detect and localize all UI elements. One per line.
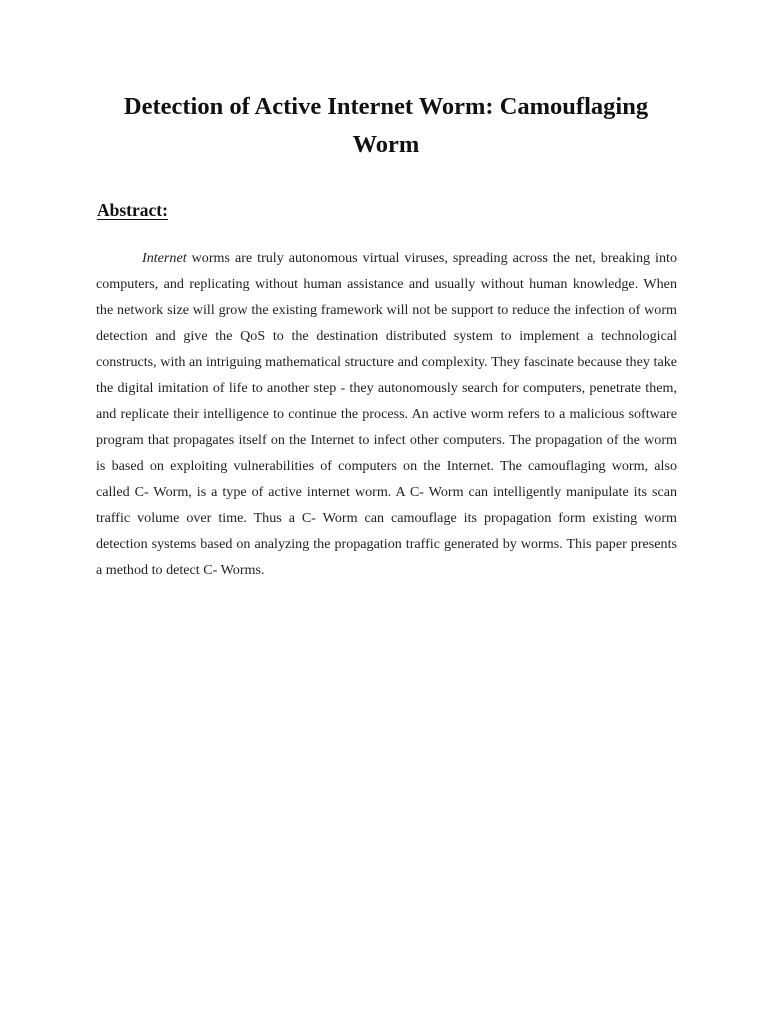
paper-title: Detection of Active Internet Worm: Camouflaging Worm: [123, 93, 649, 158]
abstract-text: worms are truly autonomous virtual viruses, spreading across the net, breaking into computers, and replicating without human assistance and usually without human knowledge. When the network size will grow the existing framework will not be support to reduce the infection of worm detection and give the QoS to the destination distributed system to implement a technological constructs, with an intriguing mathematical structure and complexity. They fascinate because they take the digital imitation of life to another step - they autonomously search for computers, penetrate them, and replicate their intelligence to continue the process. An active worm refers to a malicious software program that propagates itself on the Internet to infect other computers. The propagation of the worm is based on exploiting vulnerabilities of computers on the Internet. The camouflaging worm, also called C- Worm, is a type of active internet worm. A C- Worm can intelligently manipulate its scan traffic volume over time. Thus a C- Worm can camouflage its propagation form existing worm detection systems based on analyzing the propagation traffic generated by worms. This paper presents a method to detect C- Worms.: [96, 250, 677, 578]
abstract-heading: Abstract:: [97, 200, 168, 220]
abstract-lead-word: Internet: [142, 250, 187, 266]
abstract-paragraph: [96, 245, 677, 583]
